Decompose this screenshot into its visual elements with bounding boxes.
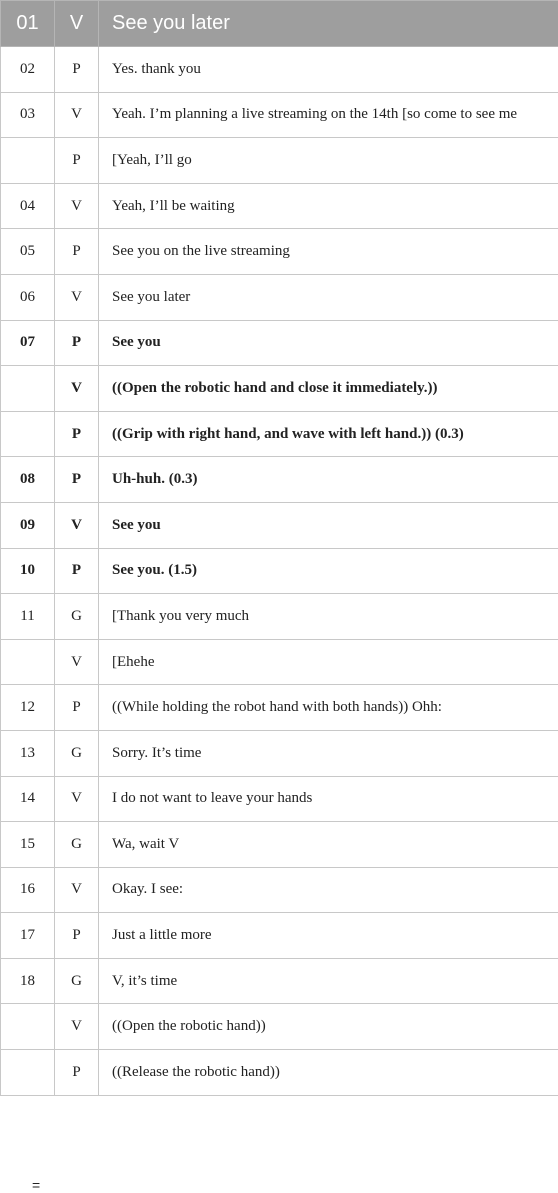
row-utterance: ((While holding the robot hand with both hands)) Ohh: xyxy=(99,685,558,731)
row-utterance: See you xyxy=(99,502,558,548)
table-row xyxy=(1,776,558,822)
table-row xyxy=(1,229,558,275)
table-row xyxy=(1,274,558,320)
table-row xyxy=(1,594,558,640)
row-utterance: ((Release the robotic hand)) xyxy=(99,1050,558,1096)
table-row xyxy=(1,92,558,138)
row-utterance: Yeah. I’m planning a live streaming on the 14th [so come to see me xyxy=(99,92,558,138)
table-row xyxy=(1,639,558,685)
table-row xyxy=(1,867,558,913)
row-utterance: [Ehehe xyxy=(99,639,558,685)
row-speaker: V xyxy=(55,639,99,685)
row-speaker: G xyxy=(55,822,99,868)
row-utterance: Okay. I see: xyxy=(99,867,558,913)
row-utterance: I do not want to leave your hands xyxy=(99,776,558,822)
header-utterance: See you later xyxy=(99,1,558,47)
row-utterance: Yeah, I’ll be waiting xyxy=(99,183,558,229)
table-row xyxy=(1,685,558,731)
row-speaker: P xyxy=(55,320,99,366)
row-speaker: P xyxy=(55,548,99,594)
row-utterance: ((Open the robotic hand and close it immediately.)) xyxy=(99,366,558,412)
table-row xyxy=(1,1050,558,1096)
row-utterance: V, it’s time xyxy=(99,958,558,1004)
row-line-number: 06 xyxy=(1,274,55,320)
table-row xyxy=(1,822,558,868)
row-line-number xyxy=(1,1004,55,1050)
row-speaker: G xyxy=(55,594,99,640)
row-line-number: 12 xyxy=(1,685,55,731)
row-line-number: 07 xyxy=(1,320,55,366)
row-utterance: [Thank you very much xyxy=(99,594,558,640)
row-speaker: P xyxy=(55,138,99,184)
row-utterance: ((Open the robotic hand)) xyxy=(99,1004,558,1050)
row-utterance: Just a little more xyxy=(99,913,558,959)
transcript-header xyxy=(1,1,558,47)
row-line-number: 13 xyxy=(1,730,55,776)
row-line-number: 17 xyxy=(1,913,55,959)
row-speaker: V xyxy=(55,92,99,138)
row-line-number xyxy=(1,1050,55,1096)
row-utterance: See you later xyxy=(99,274,558,320)
row-line-number: 04 xyxy=(1,183,55,229)
row-speaker: V xyxy=(55,274,99,320)
row-line-number: 02 xyxy=(1,47,55,93)
row-line-number xyxy=(1,138,55,184)
footer-mark: = xyxy=(32,1177,41,1193)
table-row xyxy=(1,913,558,959)
table-row xyxy=(1,548,558,594)
row-utterance: ((Grip with right hand, and wave with left hand.)) (0.3) xyxy=(99,411,558,457)
row-speaker: G xyxy=(55,730,99,776)
table-row xyxy=(1,730,558,776)
row-line-number: 11 xyxy=(1,594,55,640)
row-utterance: Yes. thank you xyxy=(99,47,558,93)
row-line-number: 15 xyxy=(1,822,55,868)
table-row xyxy=(1,1004,558,1050)
table-row xyxy=(1,457,558,503)
row-utterance: See you on the live streaming xyxy=(99,229,558,275)
row-speaker: V xyxy=(55,1004,99,1050)
row-speaker: P xyxy=(55,411,99,457)
row-utterance: Uh-huh. (0.3) xyxy=(99,457,558,503)
row-utterance: See you. (1.5) xyxy=(99,548,558,594)
row-line-number xyxy=(1,366,55,412)
row-utterance: See you xyxy=(99,320,558,366)
row-utterance: Wa, wait V xyxy=(99,822,558,868)
row-line-number: 16 xyxy=(1,867,55,913)
row-line-number: 18 xyxy=(1,958,55,1004)
row-line-number: 03 xyxy=(1,92,55,138)
header-line-number: 01 xyxy=(1,1,55,47)
row-line-number xyxy=(1,411,55,457)
header-row xyxy=(1,1,558,47)
row-speaker: P xyxy=(55,457,99,503)
row-speaker: P xyxy=(55,229,99,275)
row-line-number: 10 xyxy=(1,548,55,594)
row-line-number xyxy=(1,639,55,685)
row-speaker: P xyxy=(55,47,99,93)
table-row xyxy=(1,366,558,412)
table-row xyxy=(1,320,558,366)
row-speaker: V xyxy=(55,776,99,822)
table-row xyxy=(1,47,558,93)
row-speaker: P xyxy=(55,685,99,731)
row-speaker: V xyxy=(55,502,99,548)
row-line-number: 05 xyxy=(1,229,55,275)
transcript-body xyxy=(1,47,558,1096)
row-utterance: [Yeah, I’ll go xyxy=(99,138,558,184)
table-row xyxy=(1,138,558,184)
row-utterance: Sorry. It’s time xyxy=(99,730,558,776)
row-line-number: 14 xyxy=(1,776,55,822)
table-row xyxy=(1,502,558,548)
row-speaker: P xyxy=(55,1050,99,1096)
row-speaker: V xyxy=(55,183,99,229)
row-speaker: V xyxy=(55,366,99,412)
row-speaker: G xyxy=(55,958,99,1004)
row-line-number: 09 xyxy=(1,502,55,548)
table-row xyxy=(1,958,558,1004)
header-speaker: V xyxy=(55,1,99,47)
row-speaker: P xyxy=(55,913,99,959)
row-line-number: 08 xyxy=(1,457,55,503)
table-row xyxy=(1,411,558,457)
table-row xyxy=(1,183,558,229)
row-speaker: V xyxy=(55,867,99,913)
